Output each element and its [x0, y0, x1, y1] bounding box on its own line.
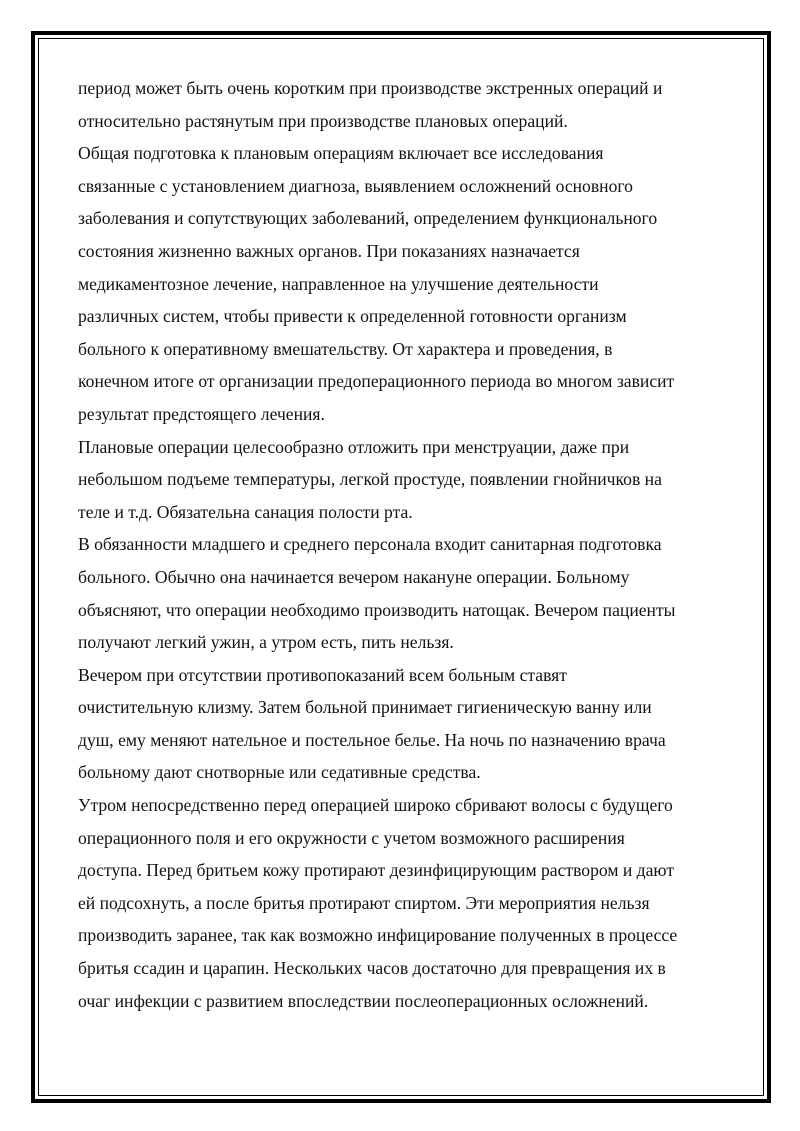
- text-line: Вечером при отсутствии противопоказаний всем больным ставят: [78, 664, 567, 685]
- text-line: результат предстоящего лечения.: [78, 403, 325, 424]
- document-body: [78, 72, 738, 1017]
- text-line: очаг инфекции с развитием впоследствии послеоперационных осложнений.: [78, 990, 649, 1011]
- text-line: Утром непосредственно перед операцией широко сбривают волосы с будущего: [78, 795, 673, 816]
- text-line: состояния жизненно важных органов. При показаниях назначается: [78, 240, 580, 261]
- text-line: очистительную клизму. Затем больной принимает гигиеническую ванну или: [78, 697, 652, 718]
- text-line: Общая подготовка к плановым операциям включает все исследования: [78, 143, 604, 164]
- text-line: конечном итоге от организации предоперационного периода во многом зависит: [78, 371, 675, 392]
- text-line: операционного поля и его окружности с учетом возможного расширения: [78, 827, 625, 848]
- text-line: бритья ссадин и царапин. Нескольких часов достаточно для превращения их в: [78, 958, 666, 979]
- text-line: период может быть очень коротким при производстве экстренных операций и: [78, 78, 663, 98]
- text-line: ей подсохнуть, а после бритья протирают спиртом. Эти мероприятия нельзя: [78, 892, 650, 913]
- text-line: небольшом подъеме температуры, легкой простуде, появлении гнойничков на: [78, 469, 662, 490]
- text-line: получают легкий ужин, а утром есть, пить нельзя.: [78, 632, 454, 653]
- text-line: больному дают снотворные или седативные средства.: [78, 762, 481, 783]
- text-line: больного к оперативному вмешательству. От характера и проведения, в: [78, 338, 613, 359]
- text-line: относительно растянутым при производстве плановых операций.: [78, 110, 568, 131]
- text-line: теле и т.д. Обязательна санация полости рта.: [78, 501, 413, 522]
- text-line: связанные с установлением диагноза, выявлением осложнений основного: [78, 175, 633, 196]
- text-line: душ, ему меняют нательное и постельное белье. На ночь по назначению врача: [78, 729, 666, 750]
- text-line: объясняют, что операции необходимо производить натощак. Вечером пациенты: [78, 599, 676, 620]
- text-line: Плановые операции целесообразно отложить при менструации, даже при: [78, 436, 630, 457]
- text-line: заболевания и сопутствующих заболеваний, определением функционального: [78, 208, 658, 229]
- text-line: различных систем, чтобы привести к определенной готовности организм: [78, 306, 627, 327]
- text-line: больного. Обычно она начинается вечером накануне операции. Больному: [78, 566, 630, 587]
- text-line: доступа. Перед бритьем кожу протирают дезинфицирующим раствором и дают: [78, 860, 675, 881]
- text-line: производить заранее, так как возможно инфицирование полученных в процессе: [78, 925, 678, 946]
- text-line: медикаментозное лечение, направленное на улучшение деятельности: [78, 273, 599, 294]
- text-line: В обязанности младшего и среднего персонала входит санитарная подготовка: [78, 534, 662, 555]
